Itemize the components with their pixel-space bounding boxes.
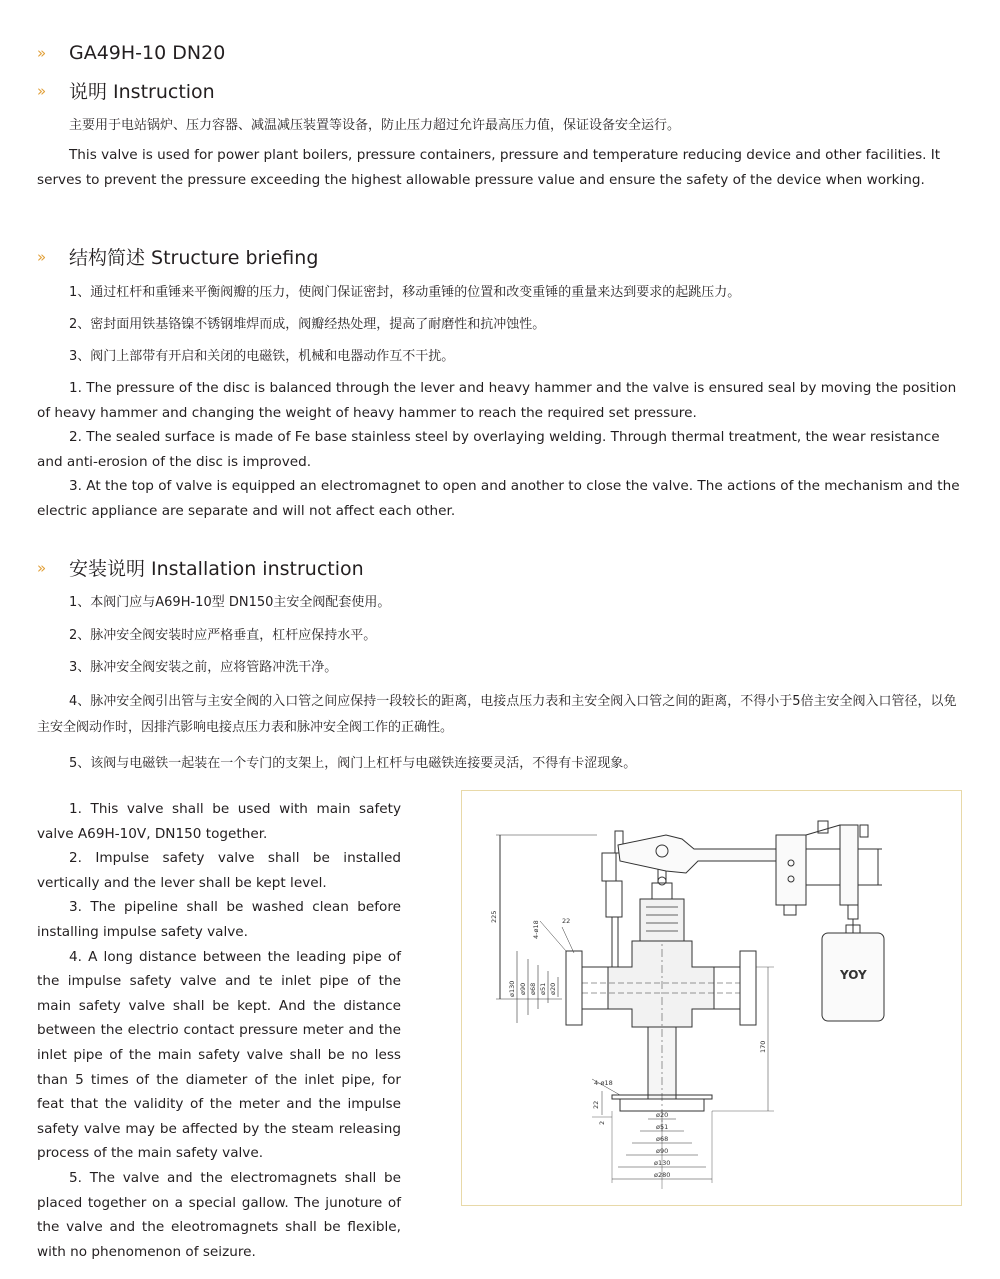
structure-cn-item: 3、阀门上部带有开启和关闭的电磁铁，机械和电器动作互不干扰。: [69, 349, 455, 364]
gauge-brand-logo: YOY: [840, 968, 867, 982]
dim-b90: ø90: [656, 1147, 669, 1155]
instruction-heading-text: 说明 Instruction: [69, 81, 215, 103]
instruction-en-text: This valve is used for power plant boilers, pressure containers, pressure and temperature reducing device and other facilities. It serves to prevent the pressure exceeding the highest allowable pressure value and ensure the safety of the device when working.: [37, 147, 941, 188]
installation-cn-item: 2、脉冲安全阀安装时应严格垂直，杠杆应保持水平。: [69, 628, 377, 643]
structure-en-item: 2. The sealed surface is made of Fe base stainless steel by overlaying welding. Through thermal treatment, the wear resistance and anti-erosion of the disc is improved.: [37, 429, 940, 470]
installation-cn-item: 3、脉冲安全阀安装之前，应将管路冲洗干净。: [69, 660, 338, 675]
dim-holes-top: 4-ø18: [532, 920, 540, 939]
model-title-text: GA49H-10 DN20: [69, 42, 226, 64]
instruction-cn-text: 主要用于电站锅炉、压力容器、减温减压装置等设备，防止压力超过允许最高压力值，保证设备安全运行。: [69, 118, 681, 133]
dim-d51: ø51: [539, 982, 547, 995]
installation-cn-item: 4、脉冲安全阀引出管与主安全阀的入口管之间应保持一段较长的距离，电接点压力表和主安全阀入口管之间的距离，不得小于5倍主安全阀入口管径，以免主安全阀动作时，因排汽影响电接点压力表和脉冲安全阀工作的正确性。: [37, 694, 957, 735]
structure-en-item: 3. At the top of valve is equipped an electromagnet to open and another to close the valve. The actions of the mechanism and the electric appliance are separate and will not affect each other.: [37, 478, 960, 519]
dim-225: 225: [490, 910, 498, 923]
installation-cn-item: 5、该阀与电磁铁一起装在一个专门的支架上，阀门上杠杆与电磁铁连接要灵活，不得有卡涩现象。: [69, 756, 637, 771]
chevron-icon: »: [37, 558, 46, 577]
structure-heading-text: 结构简述 Structure briefing: [69, 247, 319, 269]
chevron-icon: »: [37, 44, 46, 62]
chevron-icon: »: [37, 247, 46, 266]
dim-22-bottom: 22: [592, 1100, 600, 1109]
instruction-heading: [37, 77, 215, 104]
structure-cn-item: 2、密封面用铁基铬镍不锈钢堆焊而成，阀瓣经热处理，提高了耐磨性和抗冲蚀性。: [69, 317, 546, 332]
structure-heading: [37, 243, 318, 270]
installation-heading-text: 安装说明 Installation instruction: [69, 558, 364, 580]
installation-heading: [37, 554, 364, 581]
dim-170: 170: [759, 1040, 767, 1053]
installation-cn-item: 1、本阀门应与A69H-10型 DN150主安全阀配套使用。: [69, 595, 391, 610]
dim-22-top: 22: [562, 917, 571, 925]
chevron-icon: »: [37, 81, 46, 100]
dim-d68: ø68: [529, 982, 537, 995]
installation-en-item: 4. A long distance between the leading pipe of the impulse safety valve and te inlet pipe of the main safety valve shall be kept. And the distance between the electrio contact pressure meter and the inlet pipe of the main safety valve shall be no less than 5 times of the diameter of the inlet pipe, for feat that the validity of the meter and the impulse safety valve may be affected by the steam releasing process of the main safety valve.: [37, 948, 401, 1162]
dim-b51: ø51: [656, 1123, 669, 1131]
dim-2: 2: [598, 1120, 606, 1125]
dim-d20: ø20: [549, 982, 557, 995]
installation-en-item: 2. Impulse safety valve shall be installed vertically and the lever shall be kept level.: [37, 850, 401, 891]
dim-b20: ø20: [656, 1111, 669, 1119]
structure-en-item: 1. The pressure of the disc is balanced through the lever and heavy hammer and the valve is ensured seal by moving the position of heavy hammer and changing the weight of heavy hammer to reach the required set pressure.: [37, 380, 957, 421]
dim-b130: ø130: [654, 1159, 671, 1167]
installation-en-item: 1. This valve shall be used with main safety valve A69H-10V, DN150 together.: [37, 801, 401, 842]
model-title: [37, 42, 225, 64]
installation-en-list: [37, 797, 401, 1264]
installation-en-item: 5. The valve and the electromagnets shall be placed together on a special gallow. The junoture of the valve and the eleotromagnets shall be flexible, with no phenomenon of seizure.: [37, 1169, 401, 1260]
dim-b68: ø68: [656, 1135, 669, 1143]
installation-en-item: 3. The pipeline shall be washed clean before installing impulse safety valve.: [37, 899, 401, 940]
valve-technical-drawing: [462, 791, 961, 1205]
dim-d90: ø90: [519, 982, 527, 995]
structure-cn-item: 1、通过杠杆和重锤来平衡阀瓣的压力，使阀门保证密封，移动重锤的位置和改变重锤的重量来达到要求的起跳压力。: [69, 285, 741, 300]
valve-drawing-frame: [461, 790, 962, 1206]
dim-d130: ø130: [508, 980, 516, 997]
dim-holes-bottom: 4-ø18: [594, 1079, 613, 1087]
dim-b280: ø280: [654, 1171, 671, 1179]
